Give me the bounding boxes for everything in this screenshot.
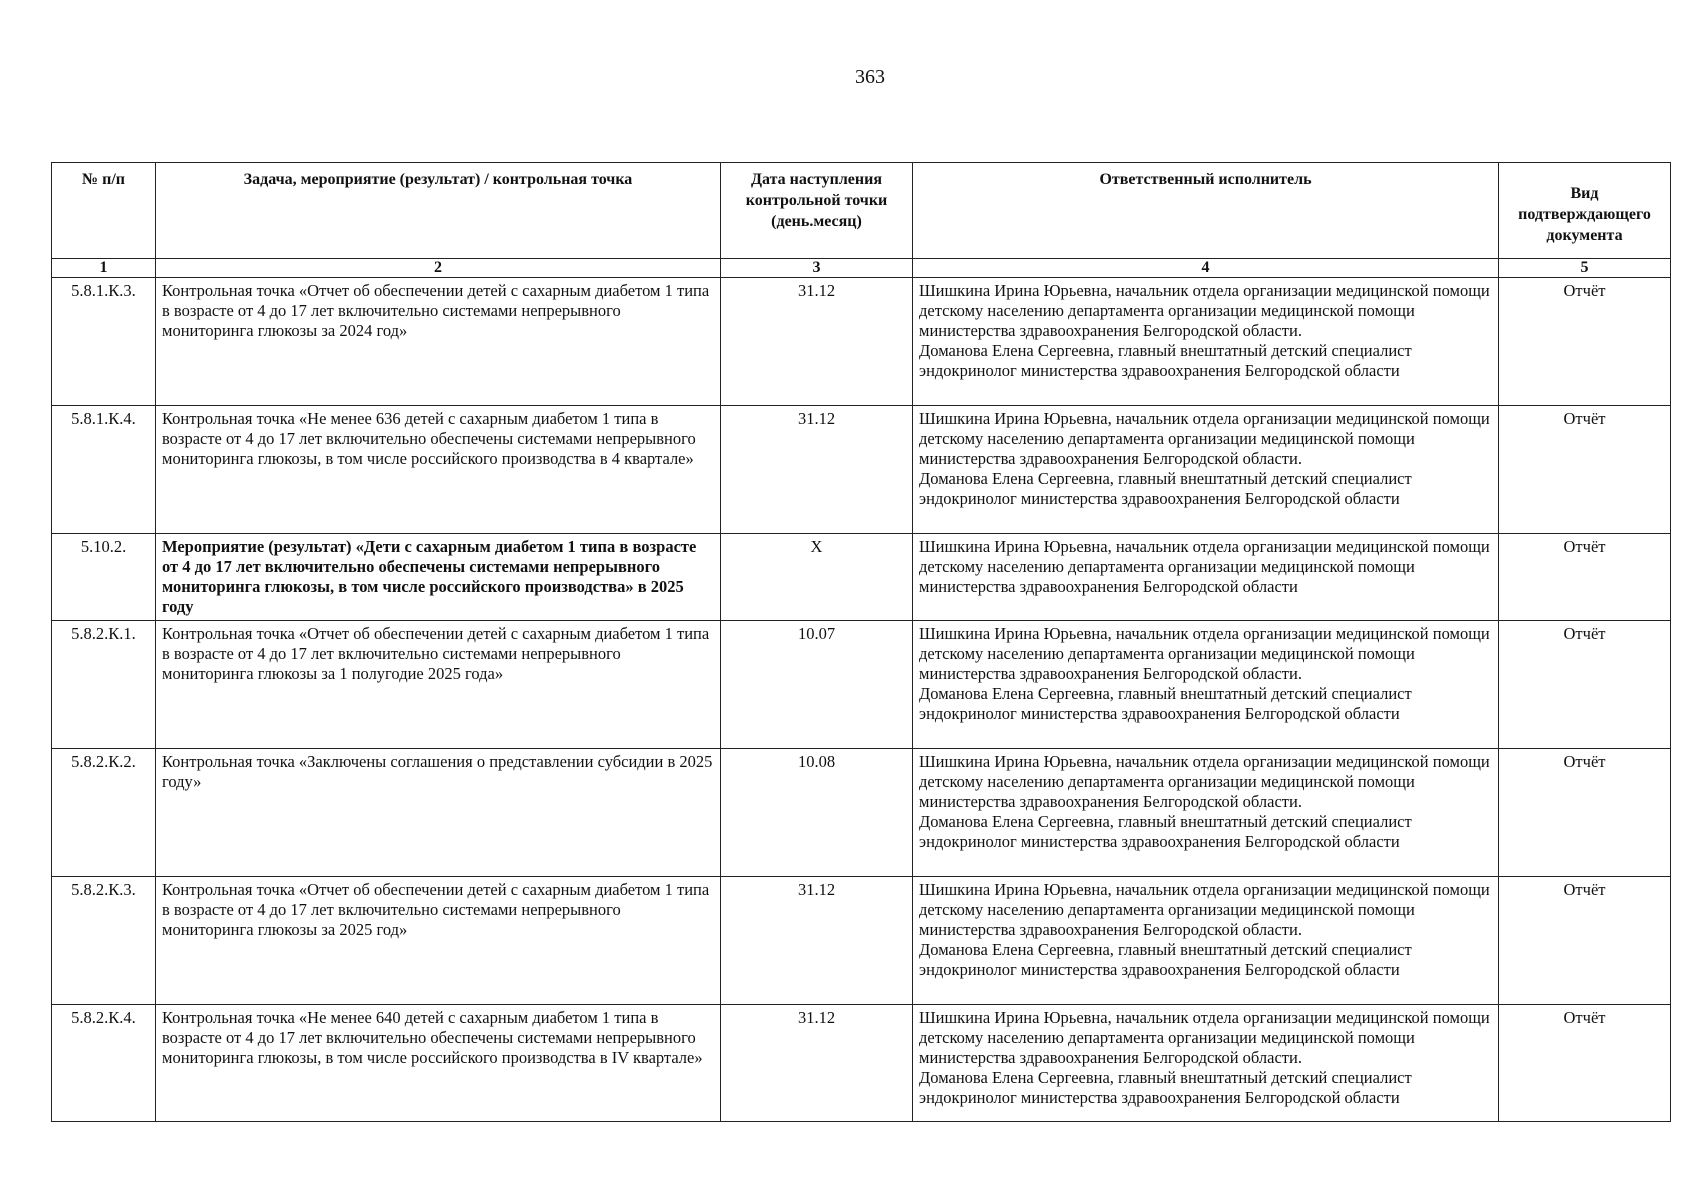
- row-task: Контрольная точка «Не менее 640 детей с сахарным диабетом 1 типа в возрасте от 4 до 17 лет включительно обеспечены системами непрерывного мониторинга глюкозы, в том числе российского производства в IV квартале»: [156, 1005, 721, 1122]
- column-number-row: [52, 259, 1671, 278]
- row-task: Контрольная точка «Не менее 636 детей с сахарным диабетом 1 типа в возрасте от 4 до 17 лет включительно обеспечены системами непрерывного мониторинга глюкозы, в том числе российского производства в 4 квартале»: [156, 406, 721, 534]
- row-number: 5.10.2.: [52, 534, 156, 621]
- executor-secondary: Доманова Елена Сергеевна, главный внештатный детский специалист эндокринолог министерства здравоохранения Белгородской области: [919, 940, 1412, 979]
- column-number: 2: [156, 259, 721, 278]
- table-row: [52, 749, 1671, 877]
- row-number: 5.8.1.К.4.: [52, 406, 156, 534]
- executor-primary: Шишкина Ирина Юрьевна, начальник отдела организации медицинской помощи детскому населению департамента организации медицинской помощи министерства здравоохранения Белгородской области.: [919, 1008, 1490, 1067]
- header-row: [52, 163, 1671, 259]
- executor-primary: Шишкина Ирина Юрьевна, начальник отдела организации медицинской помощи детскому населению департамента организации медицинской помощи министерства здравоохранения Белгородской области.: [919, 752, 1490, 811]
- row-date: 31.12: [721, 406, 913, 534]
- executor-secondary: Доманова Елена Сергеевна, главный внештатный детский специалист эндокринолог министерства здравоохранения Белгородской области: [919, 341, 1412, 380]
- row-date: 31.12: [721, 278, 913, 406]
- executor-primary: Шишкина Ирина Юрьевна, начальник отдела организации медицинской помощи детскому населению департамента организации медицинской помощи министерства здравоохранения Белгородской области.: [919, 281, 1490, 340]
- row-document: Отчёт: [1499, 1005, 1671, 1122]
- executor-secondary: Доманова Елена Сергеевна, главный внештатный детский специалист эндокринолог министерства здравоохранения Белгородской области: [919, 684, 1412, 723]
- row-executor: [913, 534, 1499, 621]
- executor-primary: Шишкина Ирина Юрьевна, начальник отдела организации медицинской помощи детскому населению департамента организации медицинской помощи министерства здравоохранения Белгородской области: [919, 537, 1490, 596]
- page-number: 363: [855, 66, 885, 88]
- row-document: Отчёт: [1499, 278, 1671, 406]
- row-executor: [913, 1005, 1499, 1122]
- table-row: [52, 877, 1671, 1005]
- row-executor: [913, 749, 1499, 877]
- header-task: Задача, мероприятие (результат) / контрольная точка: [156, 163, 721, 259]
- row-number: 5.8.2.К.3.: [52, 877, 156, 1005]
- executor-secondary: Доманова Елена Сергеевна, главный внештатный детский специалист эндокринолог министерства здравоохранения Белгородской области: [919, 812, 1412, 851]
- executor-secondary: Доманова Елена Сергеевна, главный внештатный детский специалист эндокринолог министерства здравоохранения Белгородской области: [919, 1068, 1412, 1107]
- row-executor: [913, 406, 1499, 534]
- row-executor: [913, 621, 1499, 749]
- row-task: Контрольная точка «Заключены соглашения о представлении субсидии в 2025 году»: [156, 749, 721, 877]
- row-executor: [913, 278, 1499, 406]
- row-number: 5.8.1.К.3.: [52, 278, 156, 406]
- row-task: Контрольная точка «Отчет об обеспечении детей с сахарным диабетом 1 типа в возрасте от 4 до 17 лет включительно системами непрерывного мониторинга глюкозы за 1 полугодие 2025 года»: [156, 621, 721, 749]
- column-number: 4: [913, 259, 1499, 278]
- executor-primary: Шишкина Ирина Юрьевна, начальник отдела организации медицинской помощи детскому населению департамента организации медицинской помощи министерства здравоохранения Белгородской области.: [919, 624, 1490, 683]
- header-date: Дата наступления контрольной точки (день.месяц): [721, 163, 913, 259]
- row-executor: [913, 877, 1499, 1005]
- row-document: Отчёт: [1499, 877, 1671, 1005]
- column-number: 3: [721, 259, 913, 278]
- row-number: 5.8.2.К.2.: [52, 749, 156, 877]
- row-date: 31.12: [721, 1005, 913, 1122]
- table-row: [52, 1005, 1671, 1122]
- row-document: Отчёт: [1499, 621, 1671, 749]
- table-row: [52, 278, 1671, 406]
- header-executor: Ответственный исполнитель: [913, 163, 1499, 259]
- row-document: Отчёт: [1499, 406, 1671, 534]
- executor-primary: Шишкина Ирина Юрьевна, начальник отдела организации медицинской помощи детскому населению департамента организации медицинской помощи министерства здравоохранения Белгородской области.: [919, 880, 1490, 939]
- header-document: Вид подтверждающего документа: [1499, 163, 1671, 259]
- row-document: Отчёт: [1499, 749, 1671, 877]
- row-date: Х: [721, 534, 913, 621]
- column-number: 1: [52, 259, 156, 278]
- row-number: 5.8.2.К.4.: [52, 1005, 156, 1122]
- row-date: 10.07: [721, 621, 913, 749]
- control-points-table: [51, 162, 1671, 1122]
- column-number: 5: [1499, 259, 1671, 278]
- row-document: Отчёт: [1499, 534, 1671, 621]
- row-task: Контрольная точка «Отчет об обеспечении детей с сахарным диабетом 1 типа в возрасте от 4 до 17 лет включительно системами непрерывного мониторинга глюкозы за 2024 год»: [156, 278, 721, 406]
- table-row: [52, 621, 1671, 749]
- row-number: 5.8.2.К.1.: [52, 621, 156, 749]
- executor-secondary: Доманова Елена Сергеевна, главный внештатный детский специалист эндокринолог министерства здравоохранения Белгородской области: [919, 469, 1412, 508]
- row-date: 31.12: [721, 877, 913, 1005]
- executor-primary: Шишкина Ирина Юрьевна, начальник отдела организации медицинской помощи детскому населению департамента организации медицинской помощи министерства здравоохранения Белгородской области.: [919, 409, 1490, 468]
- table-row: [52, 406, 1671, 534]
- row-date: 10.08: [721, 749, 913, 877]
- row-task: Мероприятие (результат) «Дети с сахарным диабетом 1 типа в возрасте от 4 до 17 лет включительно обеспечены системами непрерывного мониторинга глюкозы, в том числе российского производства» в 2025 году: [156, 534, 721, 621]
- table-row: [52, 534, 1671, 621]
- header-num: № п/п: [52, 163, 156, 259]
- row-task: Контрольная точка «Отчет об обеспечении детей с сахарным диабетом 1 типа в возрасте от 4 до 17 лет включительно системами непрерывного мониторинга глюкозы за 2025 год»: [156, 877, 721, 1005]
